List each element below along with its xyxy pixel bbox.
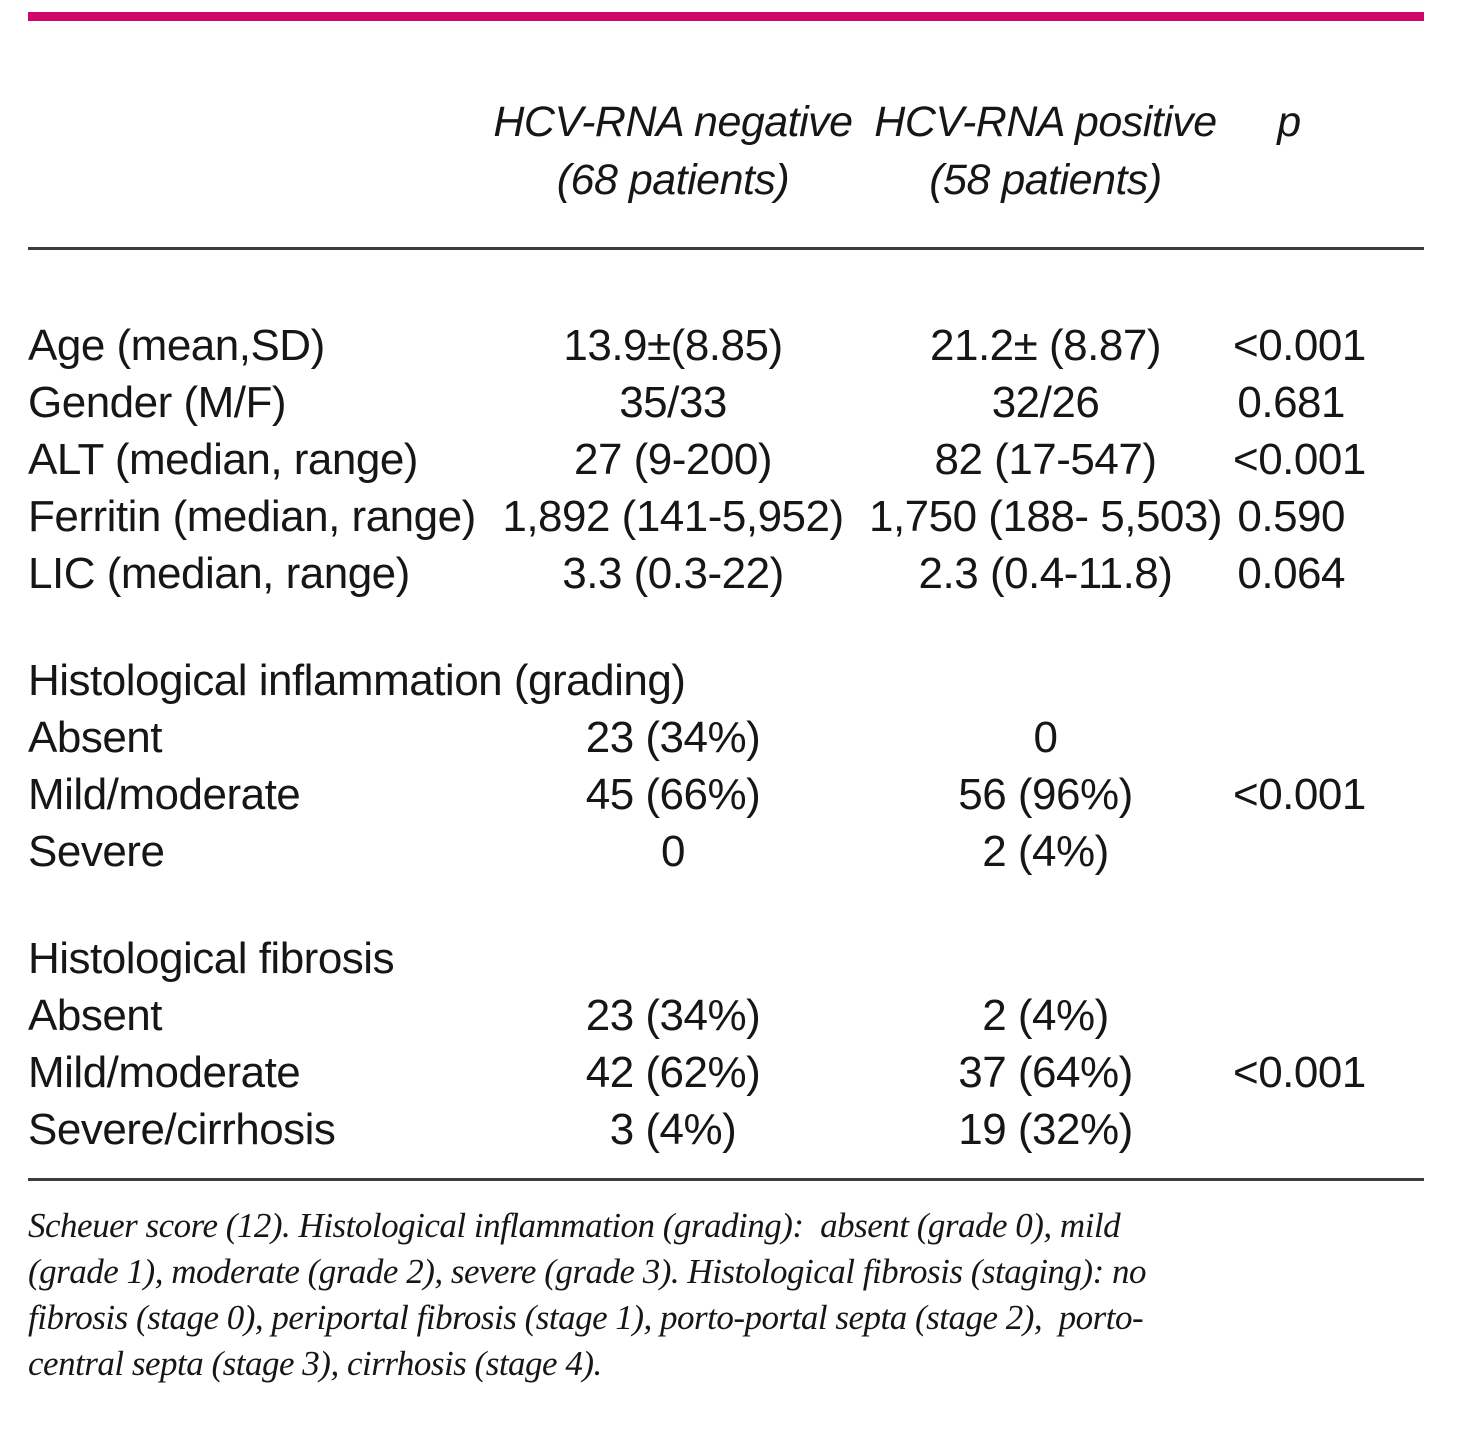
cell-negative: 13.9±(8.85) — [563, 320, 783, 370]
cell-positive: 1,750 (188- 5,503) — [868, 491, 1223, 541]
cell-negative: 27 (9-200) — [573, 434, 772, 484]
table-body — [28, 250, 1424, 1178]
table-header — [28, 93, 1424, 209]
cell-p: <0.001 — [1233, 769, 1366, 819]
footnote-line: fibrosis (stage 0), periportal fibrosis (stage 1), porto-portal septa (stage 2), porto- — [28, 1298, 1144, 1337]
row-label: Severe — [28, 826, 165, 876]
cell-negative: 45 (66%) — [585, 769, 761, 819]
cell-positive: 0 — [1033, 712, 1058, 762]
table-row-lic — [28, 545, 1424, 602]
spacer-row — [28, 250, 1424, 317]
cell-p: <0.001 — [1233, 320, 1366, 370]
cell-positive: 56 (96%) — [958, 769, 1133, 819]
cell-positive: 32/26 — [991, 377, 1100, 427]
cell-negative: 23 (34%) — [585, 990, 761, 1040]
table-row-fibrosis-mild-moderate — [28, 1044, 1424, 1101]
cell-p: 0.681 — [1237, 377, 1345, 427]
table-row-fibrosis-absent — [28, 987, 1424, 1044]
table-row-fibrosis-severe-cirrhosis — [28, 1101, 1424, 1158]
cell-negative: 42 (62%) — [585, 1047, 761, 1097]
row-label: Absent — [28, 712, 162, 762]
header-hcv-positive — [858, 93, 1233, 209]
spacer-row — [28, 602, 1424, 652]
header-row — [28, 93, 1424, 209]
header-p: p — [1277, 98, 1301, 146]
row-label: LIC (median, range) — [28, 548, 410, 598]
table-row-alt — [28, 431, 1424, 488]
cell-p: 0.590 — [1237, 491, 1345, 541]
table-footnote — [28, 1203, 1424, 1387]
cell-p — [1233, 1101, 1424, 1158]
table-row-inflammation-severe — [28, 823, 1424, 880]
cell-positive: 2.3 (0.4-11.8) — [918, 548, 1173, 598]
header-empty-cell — [28, 93, 488, 209]
spacer-row — [28, 880, 1424, 930]
header-negative-line2: (68 patients) — [556, 156, 790, 204]
footnote-line: Scheuer score (12). Histological inflammation (grading): absent (grade 0), mild — [28, 1206, 1121, 1245]
cell-negative: 1,892 (141-5,952) — [502, 491, 844, 541]
row-label: Severe/cirrhosis — [28, 1104, 336, 1154]
section-title: Histological fibrosis — [28, 933, 395, 983]
cell-negative: 23 (34%) — [585, 712, 761, 762]
header-positive-line1: HCV-RNA positive — [874, 98, 1217, 146]
table-row-inflammation-absent — [28, 709, 1424, 766]
cell-negative: 35/33 — [619, 377, 727, 427]
cell-p — [1233, 823, 1424, 880]
footnote-line: (grade 1), moderate (grade 2), severe (grade 3). Histological fibrosis (staging): no — [28, 1252, 1146, 1291]
header-negative-line1: HCV-RNA negative — [493, 98, 853, 146]
table-row-age — [28, 317, 1424, 374]
row-label: Mild/moderate — [28, 769, 301, 819]
cell-p: <0.001 — [1233, 1047, 1366, 1097]
header-hcv-negative — [488, 93, 858, 209]
table-row-ferritin — [28, 488, 1424, 545]
section-title: Histological inflammation (grading) — [28, 655, 686, 705]
cell-negative: 3 (4%) — [609, 1104, 737, 1154]
cell-p: 0.064 — [1237, 548, 1345, 598]
cell-p: <0.001 — [1233, 434, 1366, 484]
accent-bar — [28, 12, 1424, 21]
cell-positive: 37 (64%) — [958, 1047, 1133, 1097]
cell-p — [1233, 709, 1424, 766]
cell-positive: 82 (17-547) — [934, 434, 1157, 484]
cell-positive: 2 (4%) — [982, 826, 1109, 876]
footnote-line: central septa (stage 3), cirrhosis (stage 4). — [28, 1344, 602, 1383]
cell-positive: 21.2± (8.87) — [930, 320, 1161, 370]
table-row-gender — [28, 374, 1424, 431]
row-label: Mild/moderate — [28, 1047, 301, 1097]
section-header-inflammation — [28, 652, 1424, 709]
cell-negative: 3.3 (0.3-22) — [562, 548, 784, 598]
section-header-fibrosis — [28, 930, 1424, 987]
header-positive-line2: (58 patients) — [929, 156, 1162, 204]
row-label: Gender (M/F) — [28, 377, 287, 427]
cell-negative: 0 — [661, 826, 685, 876]
row-label: ALT (median, range) — [28, 434, 418, 484]
table-figure — [28, 12, 1424, 1387]
cell-positive: 2 (4%) — [982, 990, 1109, 1040]
table-row-inflammation-mild-moderate — [28, 766, 1424, 823]
cell-p — [1233, 987, 1424, 1044]
row-label: Age (mean,SD) — [28, 320, 325, 370]
cell-positive: 19 (32%) — [958, 1104, 1133, 1154]
row-label: Absent — [28, 990, 162, 1040]
footer-rule — [28, 1178, 1424, 1181]
spacer-row — [28, 1158, 1424, 1178]
row-label: Ferritin (median, range) — [28, 491, 476, 541]
